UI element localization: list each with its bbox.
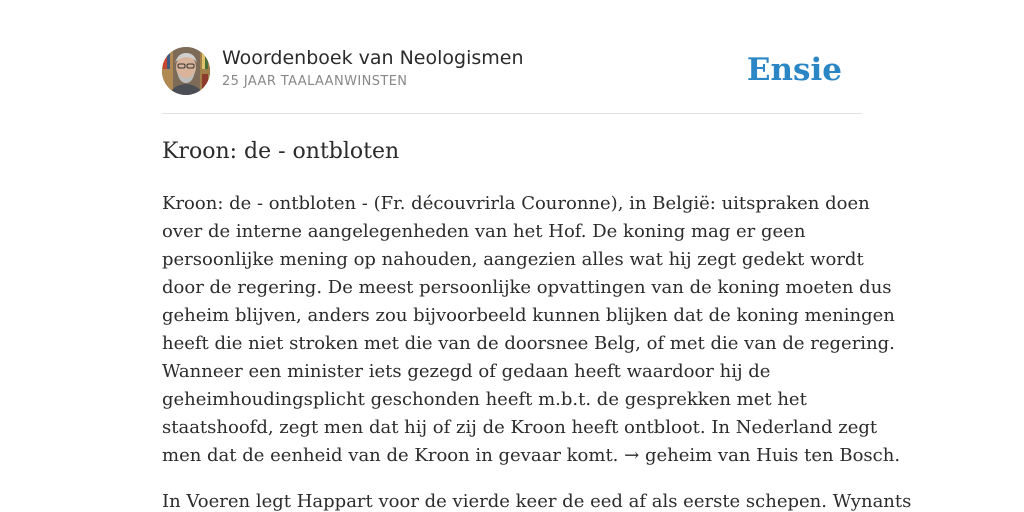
text-line: heeft die niet stroken met die van de doorsnee Belg, of met die van de regering. bbox=[162, 333, 895, 354]
text-line bbox=[162, 442, 901, 470]
site-header bbox=[162, 46, 862, 96]
see-also-link[interactable]: geheim van Huis ten Bosch. bbox=[639, 445, 901, 466]
site-title[interactable]: Woordenboek van Neologismen bbox=[222, 47, 524, 69]
text-line: persoonlijke mening op nahouden, aangezien alles wat hij zegt gedekt wordt bbox=[162, 249, 864, 270]
text-line: geheim blijven, anders zou bijvoorbeeld kunnen blijken dat de koning meningen bbox=[162, 305, 895, 326]
text-line: staatshoofd, zegt men dat hij of zij de Kroon heeft ontbloot. In Nederland zegt bbox=[162, 417, 878, 438]
entry-paragraph bbox=[162, 190, 901, 470]
author-photo-icon bbox=[162, 47, 210, 95]
text-line: over de interne aangelegenheden van het Hof. De koning mag er geen bbox=[162, 221, 806, 242]
avatar[interactable] bbox=[162, 47, 210, 95]
text-line: door de regering. De meest persoonlijke opvattingen van de koning moeten dus bbox=[162, 277, 892, 298]
entry-body bbox=[162, 190, 912, 512]
arrow-right-icon: → bbox=[624, 445, 640, 466]
text-line: geheimhoudingsplicht geschonden heeft m.b.t. de gesprekken met het bbox=[162, 389, 807, 410]
text-line: Kroon: de - ontbloten - (Fr. découvrirla Couronne), in België: uitspraken doen bbox=[162, 193, 870, 214]
header-divider bbox=[162, 113, 862, 114]
text-line: Wanneer een minister iets gezegd of gedaan heeft waardoor hij de bbox=[162, 361, 771, 382]
text-segment: men dat de eenheid van de Kroon in gevaar komt. bbox=[162, 445, 625, 466]
brand-logo[interactable]: Ensie bbox=[746, 52, 842, 88]
entry-paragraph bbox=[162, 488, 912, 512]
entry-title: Kroon: de - ontbloten bbox=[162, 139, 400, 164]
text-line: In Voeren legt Happart voor de vierde keer de eed af als eerste schepen. Wynants bbox=[162, 491, 912, 512]
site-subtitle: 25 JAAR TAALAANWINSTEN bbox=[222, 74, 408, 89]
